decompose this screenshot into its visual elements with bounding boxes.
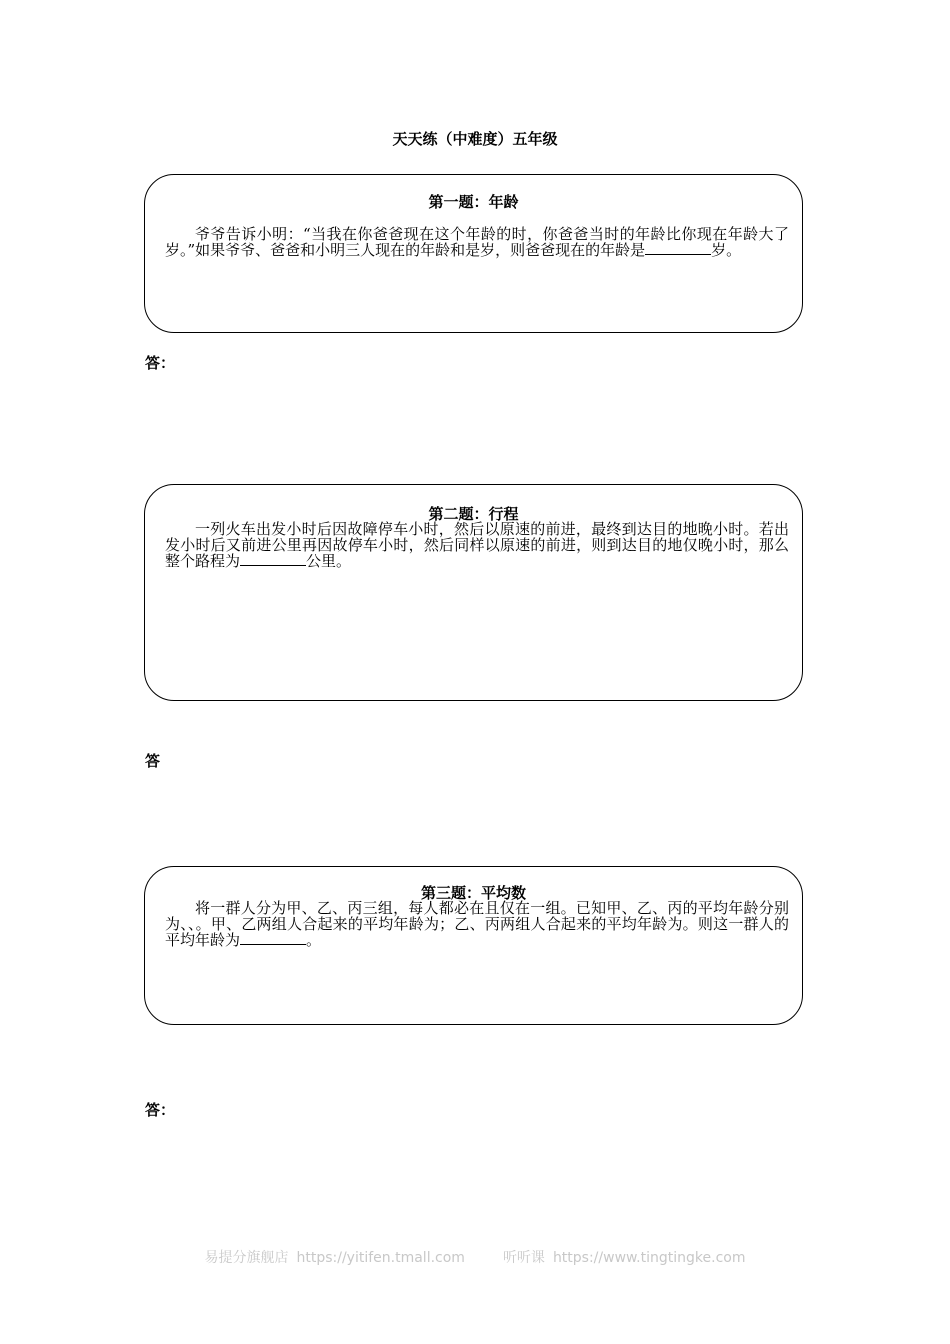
question-text [165, 900, 789, 948]
answer-blank [240, 553, 306, 566]
question-text-start: 将一群人分为甲、乙、丙三组，每人都必在且仅在一组。已知甲、乙、丙的平均年龄分别为、、。甲、乙两组人合起来的平均年龄为；乙、丙两组人合起来的平均年龄为。则这一群人的平均年龄为 [165, 899, 789, 949]
question-box-1 [144, 174, 803, 333]
footer-shop-name: 易提分旗舰店 [204, 1250, 289, 1266]
footer-course-url[interactable]: https://www.tingtingke.com [552, 1250, 746, 1266]
question-heading: 第三题：平均数 [420, 884, 526, 902]
question-heading: 第二题：行程 [428, 505, 519, 523]
answer-label: 答： [145, 1101, 176, 1119]
page-title: 天天练（中难度）五年级 [392, 130, 558, 148]
question-text [165, 521, 789, 569]
question-box-2 [144, 484, 803, 701]
question-text-start: 一列火车出发小时后因故障停车小时，然后以原速的前进，最终到达目的地晚小时。若出发小时后又前进公里再因故停车小时，然后同样以原速的前进，则到达目的地仅晚小时，那么整个路程为 [165, 520, 789, 570]
footer-course-name: 听听课 [502, 1250, 545, 1266]
question-text [165, 226, 789, 258]
answer-blank [645, 242, 711, 255]
answer-label: 答： [145, 354, 176, 372]
answer-label: 答 [145, 752, 161, 770]
footer [0, 1247, 950, 1267]
answer-blank [240, 932, 306, 945]
question-text-end: 公里。 [306, 552, 352, 570]
question-heading: 第一题：年龄 [428, 193, 519, 211]
question-text-end: 岁。 [711, 241, 742, 259]
footer-shop-url[interactable]: https://yitifen.tmall.com [296, 1250, 465, 1266]
question-box-3 [144, 866, 803, 1025]
question-text-end: 。 [306, 931, 322, 949]
question-text-start: 爷爷告诉小明：“当我在你爸爸现在这个年龄的时，你爸爸当时的年龄比你现在年龄大了岁。”如果爷爷、爸爸和小明三人现在的年龄和是岁，则爸爸现在的年龄是 [165, 225, 789, 259]
